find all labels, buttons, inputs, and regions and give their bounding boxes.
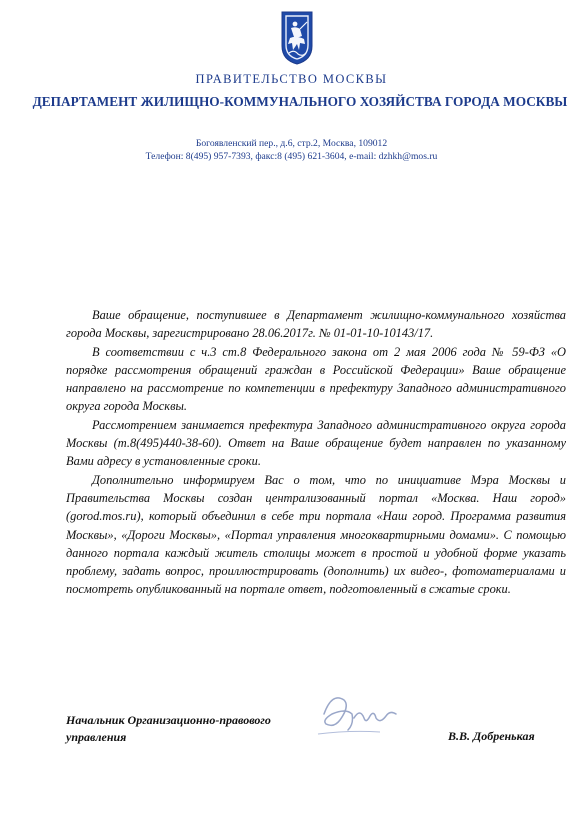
letterhead-contacts [0, 138, 583, 163]
paragraph: Ваше обращение, поступившее в Департамент жилищно-коммунального хозяйства города Москвы, зарегистрировано 28.06.2017г. № 01-01-10-10143/17. [66, 308, 566, 341]
address-line: Богоявленский пер., д.6, стр.2, Москва, 109012 [195, 138, 388, 149]
government-title: ПРАВИТЕЛЬСТВО МОСКВЫ [195, 72, 388, 86]
moscow-coat-of-arms-icon [280, 10, 314, 66]
signatory-position [66, 712, 271, 746]
position-line: Начальник Организационно-правового [66, 713, 271, 727]
letter-body [66, 306, 566, 599]
paragraph: В соответствии с ч.3 ст.8 Федерального закона от 2 мая 2006 года № 59-ФЗ «О порядке рассмотрения обращений граждан в Российской Федерации» Ваше обращение направлено на рассмотрение по компетенции в префектуру Западного административного округа города Москвы. [66, 344, 566, 414]
paragraph: Рассмотрением занимается префектура Западного административного округа города Москвы (т.8(495)440-38-60). Ответ на Ваше обращение будет направлен по указанному Вами адресу в установленные сроки. [66, 417, 566, 469]
signatory-name: В.В. Добренькая [448, 729, 535, 743]
paragraph: Дополнительно информируем Вас о том, что по инициативе Мэра Москвы и Правительства Москвы создан централизованный портал «Москва. Наш город» (gorod.mos.ru), который объединил в себе три портала «Наш город. Программа развития Москвы», «Дороги Москвы», «Портал управления многоквартирными домами». С помощью данного портала каждый житель столицы может в простой и удобной форме указать проблему, задать вопрос, проиллюстрировать (дополнить) их видео-, фотоматериалами и посмотреть опубликованный на портале ответ, подготовленный в сжатые сроки. [66, 472, 566, 597]
contacts-line: Телефон: 8(495) 957-7393, факс:8 (495) 621-3604, e-mail: dzhkh@mos.ru [145, 151, 438, 162]
position-line: управления [66, 730, 127, 744]
handwritten-signature-icon [310, 684, 400, 744]
department-title: ДЕПАРТАМЕНТ ЖИЛИЩНО-КОММУНАЛЬНОГО ХОЗЯЙСТВА ГОРОДА МОСКВЫ [32, 94, 568, 109]
